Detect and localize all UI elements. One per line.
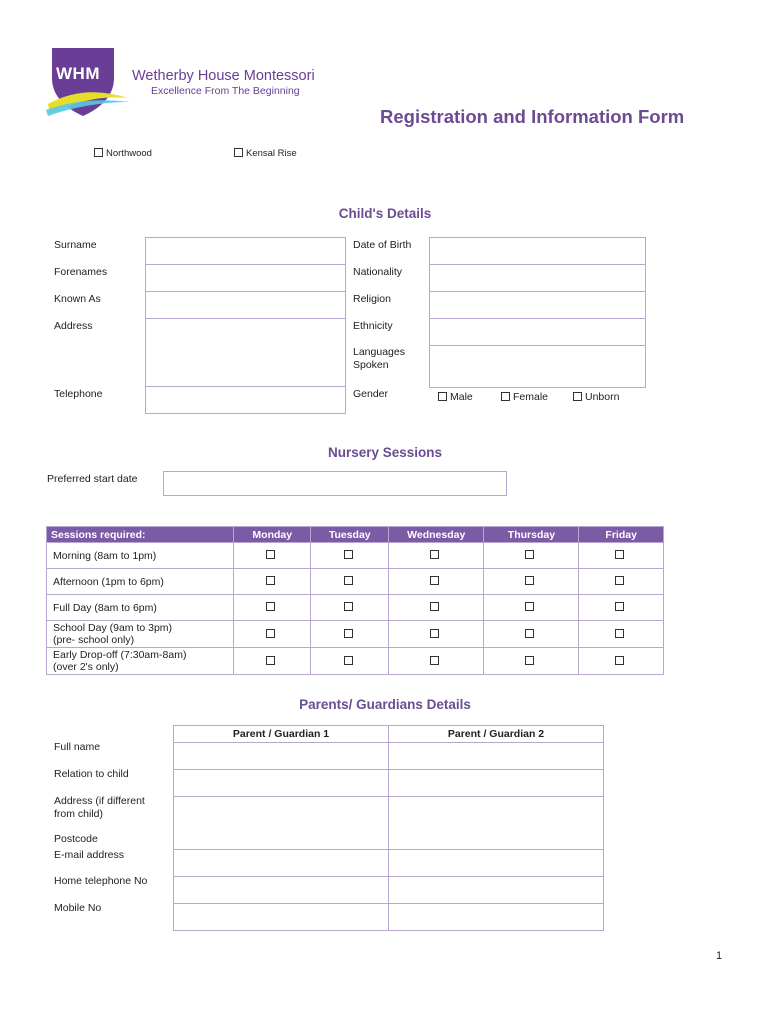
session-label-note: (pre- school only) [53,634,135,646]
parent2-home-phone[interactable] [389,877,604,904]
session-row [47,595,664,621]
checkbox-icon[interactable] [266,629,275,638]
telephone-label: Telephone [54,388,103,400]
checkbox-icon[interactable] [430,550,439,559]
parent1-address[interactable] [174,797,389,850]
languages-field[interactable] [429,345,646,388]
postcode-label: Postcode [54,833,98,845]
languages-label: Languages Spoken [353,346,405,371]
relation-row [174,770,604,797]
form-title: Registration and Information Form [380,106,685,127]
checkbox-icon[interactable] [266,576,275,585]
address-field[interactable] [145,318,346,387]
known-as-field[interactable] [145,291,346,319]
logo-initials: WHM [56,64,100,83]
checkbox-icon[interactable] [430,602,439,611]
session-label [47,621,234,648]
session-day-cell [311,595,389,621]
session-day-cell [484,621,579,648]
parent2-address[interactable] [389,797,604,850]
parent1-header: Parent / Guardian 1 [174,726,389,743]
session-row [47,648,664,675]
parent-address-label: Address (if different from child) [54,795,145,820]
full-name-row [174,743,604,770]
session-day-cell [579,648,664,675]
parents-table [173,725,604,931]
known-as-label: Known As [54,293,101,305]
school-tagline: Excellence From The Beginning [151,85,300,97]
dob-label: Date of Birth [353,239,412,251]
session-label-line: Afternoon (1pm to 6pm) [53,575,164,588]
location-northwood[interactable]: Northwood [94,148,152,159]
parent1-full-name[interactable] [174,743,389,770]
session-label-line: Early Drop-off (7:30am-8am) [53,649,187,661]
session-label-line: Full Day (8am to 6pm) [53,601,157,614]
session-day-cell [579,595,664,621]
checkbox-icon[interactable] [430,576,439,585]
session-day-cell [484,543,579,569]
session-row [47,569,664,595]
checkbox-icon[interactable] [615,602,624,611]
session-label [47,595,234,621]
checkbox-icon[interactable] [615,550,624,559]
session-day-cell [234,543,311,569]
location-kensal-rise[interactable]: Kensal Rise [234,148,297,159]
checkbox-icon[interactable] [525,602,534,611]
forenames-label: Forenames [54,266,108,278]
nationality-field[interactable] [429,264,646,292]
session-row [47,543,664,569]
checkbox-icon[interactable] [344,550,353,559]
gender-female[interactable]: Female [501,391,548,404]
ethnicity-field[interactable] [429,318,646,346]
checkbox-icon[interactable] [525,629,534,638]
checkbox-icon[interactable] [430,629,439,638]
parent1-relation[interactable] [174,770,389,797]
session-label-line: Morning (8am to 1pm) [53,549,157,562]
session-day-cell [389,621,484,648]
school-name: Wetherby House Montessori [132,68,315,84]
relation-label: Relation to child [54,768,129,780]
checkbox-icon[interactable] [234,148,243,157]
session-label [47,543,234,569]
address-row [174,797,604,850]
thursday-header: Thursday [484,527,579,543]
preferred-start-field[interactable] [163,471,507,496]
parents-header-row [174,726,604,743]
friday-header: Friday [579,527,664,543]
checkbox-icon[interactable] [344,629,353,638]
parent1-home-phone[interactable] [174,877,389,904]
ethnicity-label: Ethnicity [353,320,393,332]
page-number: 1 [716,950,723,962]
session-label [47,569,234,595]
checkbox-icon[interactable] [525,576,534,585]
checkbox-icon[interactable] [430,656,439,665]
mobile-row [174,904,604,931]
email-row [174,850,604,877]
nursery-sessions-title: Nursery Sessions [327,445,443,460]
wednesday-header: Wednesday [389,527,484,543]
session-label-note: (over 2's only) [53,661,119,673]
surname-field[interactable] [145,237,346,265]
session-day-cell [579,621,664,648]
session-day-cell [389,543,484,569]
session-day-cell [389,595,484,621]
sessions-header-row [47,527,664,543]
school-logo [44,44,134,120]
forenames-field[interactable] [145,264,346,292]
sessions-table [46,526,664,675]
home-phone-label: Home telephone No [54,875,148,887]
tuesday-header: Tuesday [311,527,389,543]
session-day-cell [484,569,579,595]
session-label [47,648,234,675]
checkbox-icon[interactable] [525,656,534,665]
monday-header: Monday [234,527,311,543]
session-day-cell [579,543,664,569]
checkbox-icon[interactable] [266,656,275,665]
childs-details-title: Child's Details [338,206,432,221]
session-day-cell [234,621,311,648]
preferred-start-label: Preferred start date [47,473,138,485]
religion-label: Religion [353,293,391,305]
checkbox-icon[interactable] [266,550,275,559]
checkbox-icon[interactable] [344,576,353,585]
session-day-cell [311,569,389,595]
parent1-mobile[interactable] [174,904,389,931]
session-day-cell [484,648,579,675]
session-label-line: School Day (9am to 3pm) [53,622,173,634]
parent2-mobile[interactable] [389,904,604,931]
parent2-header: Parent / Guardian 2 [389,726,604,743]
session-day-cell [311,621,389,648]
religion-field[interactable] [429,291,646,319]
parent2-full-name[interactable] [389,743,604,770]
session-day-cell [234,569,311,595]
session-day-cell [311,543,389,569]
checkbox-icon[interactable] [525,550,534,559]
gender-male[interactable]: Male [438,391,473,404]
surname-label: Surname [54,239,97,251]
checkbox-icon[interactable] [344,656,353,665]
mobile-label: Mobile No [54,902,102,914]
session-day-cell [389,648,484,675]
parent2-relation[interactable] [389,770,604,797]
checkbox-icon[interactable] [573,392,582,401]
checkbox-icon[interactable] [266,602,275,611]
parents-title: Parents/ Guardians Details [299,697,471,712]
sessions-header: Sessions required: [47,527,234,543]
session-day-cell [389,569,484,595]
parent2-email[interactable] [389,850,604,877]
session-day-cell [579,569,664,595]
email-label: E-mail address [54,849,125,861]
address-label: Address [54,320,93,332]
session-row [47,621,664,648]
dob-field[interactable] [429,237,646,265]
gender-unborn[interactable]: Unborn [573,391,619,404]
checkbox-icon[interactable] [615,629,624,638]
checkbox-icon[interactable] [615,656,624,665]
session-day-cell [484,595,579,621]
checkbox-icon[interactable] [94,148,103,157]
full-name-label: Full name [54,741,101,753]
checkbox-icon[interactable] [438,392,447,401]
gender-label: Gender [353,388,389,400]
checkbox-icon[interactable] [344,602,353,611]
home-phone-row [174,877,604,904]
parent1-email[interactable] [174,850,389,877]
session-day-cell [311,648,389,675]
telephone-field[interactable] [145,386,346,414]
session-day-cell [234,648,311,675]
checkbox-icon[interactable] [501,392,510,401]
nationality-label: Nationality [353,266,403,278]
session-day-cell [234,595,311,621]
checkbox-icon[interactable] [615,576,624,585]
